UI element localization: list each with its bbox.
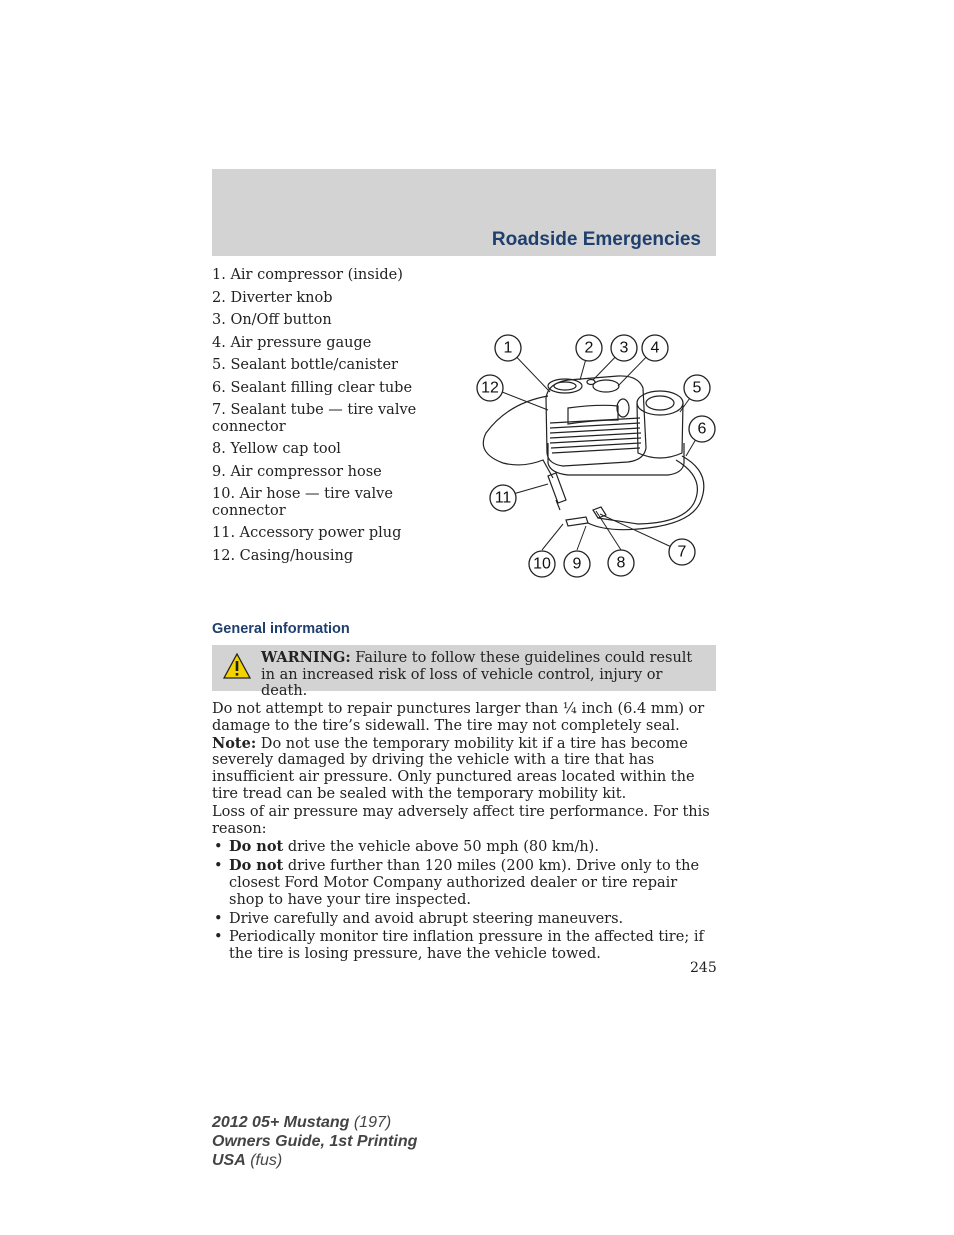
svg-text:10: 10: [533, 555, 551, 573]
callout-2: [576, 335, 602, 361]
section-header-band: [212, 169, 716, 256]
svg-text:6: 6: [697, 420, 707, 438]
callout-7: [669, 539, 695, 565]
tire-mobility-kit-illustration: [468, 328, 728, 588]
warning-text: [261, 650, 709, 700]
svg-text:9: 9: [572, 555, 582, 573]
footer-model: 2012 05+ Mustang: [212, 1114, 350, 1131]
callout-12: [477, 375, 503, 401]
note-text: Do not use the temporary mobility kit if a tire has become severely damaged by driving the vehicle with a tire that has insufficient air pressure. Only punctured areas located within the tire tread can be sealed with the temporary mobility kit.: [212, 735, 695, 802]
callout-9: [564, 551, 590, 577]
legend-item: 2. Diverter knob: [212, 289, 333, 306]
warning-label: WARNING:: [261, 649, 351, 666]
svg-text:3: 3: [619, 339, 629, 357]
list-item-text: drive the vehicle above 50 mph (80 km/h).: [283, 839, 599, 856]
document-footer: [212, 1113, 417, 1170]
callout-3: [611, 335, 637, 361]
puncture-paragraph: Do not attempt to repair punctures larger than ¼ inch (6.4 mm) or damage to the tire’s sidewall. The tire may not completely seal.: [212, 701, 705, 734]
legend-item: 9. Air compressor hose: [212, 463, 382, 480]
callout-8: [608, 550, 634, 576]
legend-item: 7. Sealant tube — tire valve connector: [212, 402, 417, 435]
footer-line-1: [212, 1113, 417, 1132]
legend-item: 3. On/Off button: [212, 312, 332, 328]
callout-labels: [477, 335, 715, 577]
callout-10: [529, 551, 555, 577]
general-information-heading: General information: [212, 621, 350, 637]
callout-4: [642, 335, 668, 361]
list-item: [212, 911, 716, 928]
reason-paragraph: Loss of air pressure may adversely affect tire performance. For this reason:: [212, 803, 710, 837]
svg-text:8: 8: [616, 554, 626, 572]
note-paragraph: [212, 736, 716, 803]
callout-5: [684, 375, 710, 401]
list-item: [212, 929, 716, 963]
list-item-text: drive further than 120 miles (200 km). Drive only to the closest Ford Motor Company authorized dealer or tire repair shop to have your tire inspected.: [229, 858, 700, 908]
warning-box: [212, 645, 716, 699]
legend-item: 5. Sealant bottle/canister: [212, 357, 398, 373]
callout-6: [689, 416, 715, 442]
note-label: Note:: [212, 734, 257, 752]
svg-text:12: 12: [481, 379, 499, 397]
legend-item: 1. Air compressor (inside): [212, 267, 403, 283]
svg-text:2: 2: [584, 339, 594, 357]
footer-line-3: [212, 1151, 417, 1170]
svg-text:7: 7: [677, 543, 687, 561]
svg-text:5: 5: [692, 379, 702, 397]
compressor-drawing: [483, 376, 704, 530]
svg-text:11: 11: [494, 489, 512, 507]
footer-market-code: (fus): [245, 1152, 283, 1169]
callout-1: [495, 335, 521, 361]
footer-model-code: (197): [349, 1114, 392, 1131]
legend-item: 4. Air pressure gauge: [212, 334, 372, 351]
body-text: [212, 701, 716, 965]
list-item: [212, 839, 716, 856]
svg-text:1: 1: [503, 339, 513, 357]
footer-line-2: [212, 1132, 417, 1151]
list-item-text: Drive carefully and avoid abrupt steering maneuvers.: [229, 910, 624, 927]
warning-triangle-icon: [223, 653, 251, 679]
legend-item: 12. Casing/housing: [212, 547, 354, 564]
component-legend: [212, 267, 462, 570]
callout-11: [490, 485, 516, 511]
list-item-bold: Do not: [229, 838, 284, 856]
legend-item: 10. Air hose — tire valve connector: [212, 486, 393, 519]
list-item-text: Periodically monitor tire inflation pressure in the affected tire; if the tire is losing pressure, have the vehicle towed.: [229, 929, 704, 963]
page-number: 245: [690, 960, 717, 976]
warning-message: Failure to follow these guidelines could result in an increased risk of loss of vehicle control, injury or death.: [261, 650, 693, 699]
precaution-list: [212, 839, 716, 963]
footer-printing: Owners Guide, 1st Printing: [212, 1133, 418, 1150]
list-item: [212, 858, 716, 908]
legend-item: 6. Sealant filling clear tube: [212, 379, 413, 396]
legend-item: 8. Yellow cap tool: [212, 441, 341, 457]
section-title: Roadside Emergencies: [491, 229, 701, 250]
legend-item: 11. Accessory power plug: [212, 525, 402, 541]
svg-text:4: 4: [650, 339, 660, 357]
list-item-bold: Do not: [229, 857, 284, 875]
footer-market: USA: [212, 1152, 246, 1169]
